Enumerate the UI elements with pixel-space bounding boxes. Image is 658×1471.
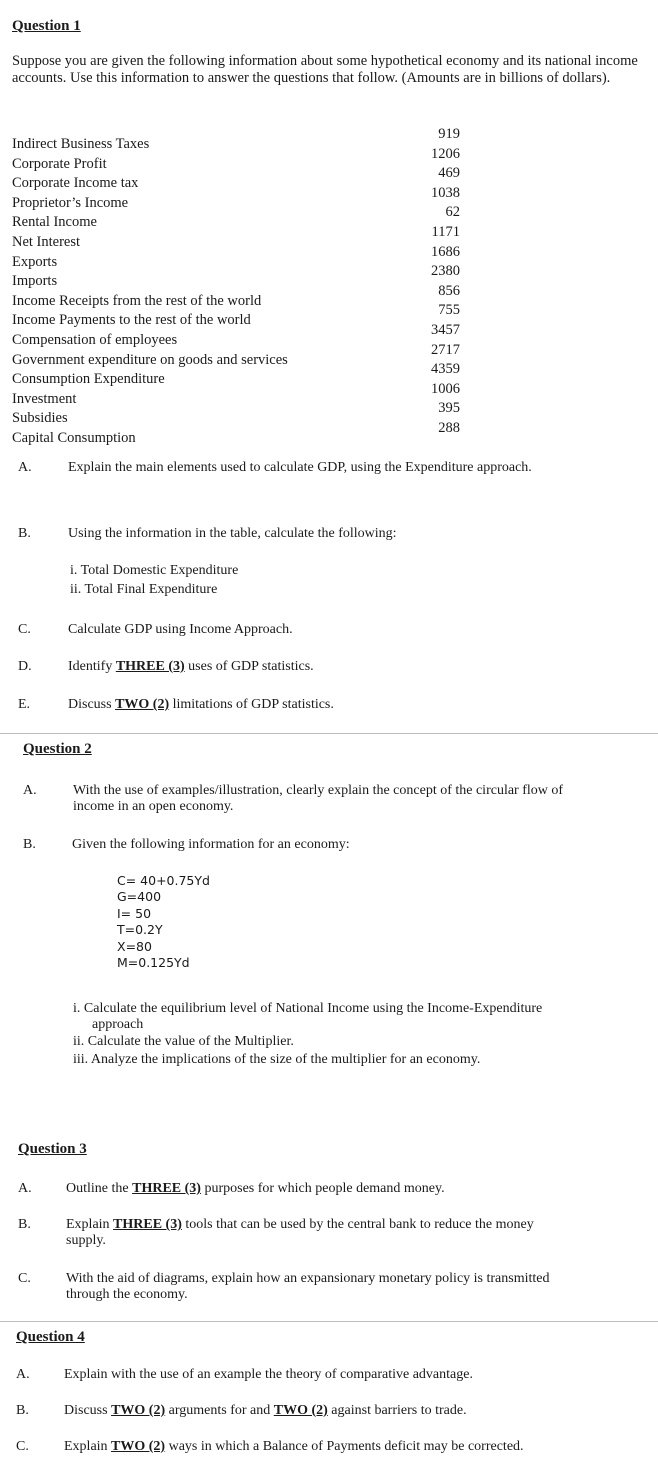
table-row-label: Investment [12,390,77,407]
table-row-value: 3457 [431,322,460,338]
q1-part-b-ii: ii. Total Final Expenditure [70,582,218,597]
equation: C= 40+0.75Yd [117,873,210,888]
q1-part-d-text: Identify THREE (3) uses of GDP statistics. [68,659,314,674]
q4-part-a-letter: A. [16,1367,30,1382]
table-row-value: 1686 [431,243,460,260]
equation: M=0.125Yd [117,955,190,970]
table-row-label: Capital Consumption [12,430,136,446]
table-row-value: 919 [438,126,460,142]
q2-part-b-letter: B. [23,837,36,852]
table-row [12,204,460,232]
table-row-value: 2717 [431,341,460,358]
table-row-value: 1006 [431,380,460,397]
q1-part-d-letter: D. [18,659,32,674]
q3-part-b-line1: Explain THREE (3) tools that can be used by the central bank to reduce the money [66,1217,534,1232]
table-row [12,145,460,174]
table-row [12,341,460,370]
q1-part-b-letter: B. [18,526,31,541]
table-row-value: 4359 [431,361,460,378]
q2-part-b-i-line1: i. Calculate the equilibrium level of National Income using the Income-Expenditure [73,1001,543,1016]
q1-part-c-letter: C. [18,622,31,637]
table-row [12,420,460,448]
q1-part-b-text: Using the information in the table, calculate the following: [68,526,397,541]
table-row [12,263,460,291]
q1-part-e-letter: E. [18,697,31,712]
table-row [12,243,460,272]
table-row-value: 469 [438,165,460,182]
table-row [12,380,460,409]
section-divider [0,1321,658,1322]
equation: I= 50 [117,906,152,921]
table-row [12,224,460,252]
q3-part-a-text: Outline the THREE (3) purposes for which people demand money. [66,1181,445,1196]
table-row-label: Corporate Income tax [12,175,139,192]
question-1-intro: Suppose you are given the following information about some hypothetical economy and its national income accounts. Use this information to answer the questions that follow. (Amounts are in billions of dollars). [12,53,638,86]
q4-part-b-text: Discuss TWO (2) arguments for and TWO (2) against barriers to trade. [64,1403,467,1418]
equation: G=400 [117,889,162,904]
table-row [12,361,460,389]
table-row-label: Income Payments to the rest of the world [12,312,251,329]
table-row-label: Compensation of employees [12,332,178,348]
table-row [12,184,460,213]
q2-part-b-iii: iii. Analyze the implications of the size of the multiplier for an economy. [73,1052,481,1067]
table-row-value: 62 [445,204,460,221]
q1-part-a-letter: A. [18,460,32,475]
q2-part-b-text: Given the following information for an economy: [72,837,350,852]
table-row-label: Exports [12,253,58,270]
q4-part-c-text: Explain TWO (2) ways in which a Balance of Payments deficit may be corrected. [64,1439,524,1454]
q3-part-a-letter: A. [18,1181,32,1196]
q1-part-b-i: i. Total Domestic Expenditure [70,563,239,578]
q2-part-b-ii: ii. Calculate the value of the Multiplier. [73,1034,294,1049]
q4-part-b-letter: B. [16,1403,29,1418]
table-row [12,302,460,330]
question-1-title: Question 1 [12,18,81,34]
table-row-value: 1171 [431,224,460,240]
q1-part-e-text: Discuss TWO (2) limitations of GDP statistics. [68,697,334,712]
q2-part-a-line2: income in an open economy. [73,799,234,814]
question-3-title: Question 3 [18,1141,87,1157]
table-row-label: Imports [12,273,58,290]
table-row-label: Rental Income [12,214,97,231]
equation: T=0.2Y [117,922,163,937]
table-row [12,165,460,193]
q4-part-c-letter: C. [16,1439,29,1454]
table-row-value: 1206 [431,145,460,162]
table-row-label: Subsidies [12,410,68,427]
table-row-label: Indirect Business Taxes [12,136,150,152]
q3-part-b-letter: B. [18,1217,31,1232]
section-divider [0,733,658,734]
table-row [12,282,460,311]
equation: X=80 [117,939,152,954]
q2-part-b-i-line2: approach [92,1017,144,1032]
q1-part-c-text: Calculate GDP using Income Approach. [68,622,293,637]
q4-part-a-text: Explain with the use of an example the theory of comparative advantage. [64,1367,473,1382]
table-row-value: 2380 [431,263,460,280]
table-row-label: Consumption Expenditure [12,371,165,388]
table-row-label: Net Interest [12,234,81,250]
table-row-value: 395 [438,400,460,417]
q3-part-c-line2: through the economy. [66,1287,188,1302]
table-row-label: Income Receipts from the rest of the world [12,292,262,309]
table-row-value: 856 [438,282,460,299]
q2-part-a-line1: With the use of examples/illustration, clearly explain the concept of the circular flow of [73,783,564,798]
table-row-value: 288 [438,420,460,436]
q3-part-c-line1: With the aid of diagrams, explain how an expansionary monetary policy is transmitted [66,1271,550,1286]
table-row [12,322,460,350]
table-row-value: 755 [438,302,460,319]
question-4-title: Question 4 [16,1329,85,1345]
table-row-value: 1038 [431,184,460,201]
table-row-label: Government expenditure on goods and services [12,351,288,368]
table-row [12,126,460,154]
table-row-label: Proprietor’s Income [12,194,129,211]
q3-part-b-line2: supply. [66,1233,106,1248]
question-2-title: Question 2 [23,741,92,757]
q2-part-a-letter: A. [23,783,37,798]
q3-part-c-letter: C. [18,1271,31,1286]
table-row [12,400,460,428]
q1-part-a-text: Explain the main elements used to calculate GDP, using the Expenditure approach. [68,460,532,475]
table-row-label: Corporate Profit [12,155,107,172]
